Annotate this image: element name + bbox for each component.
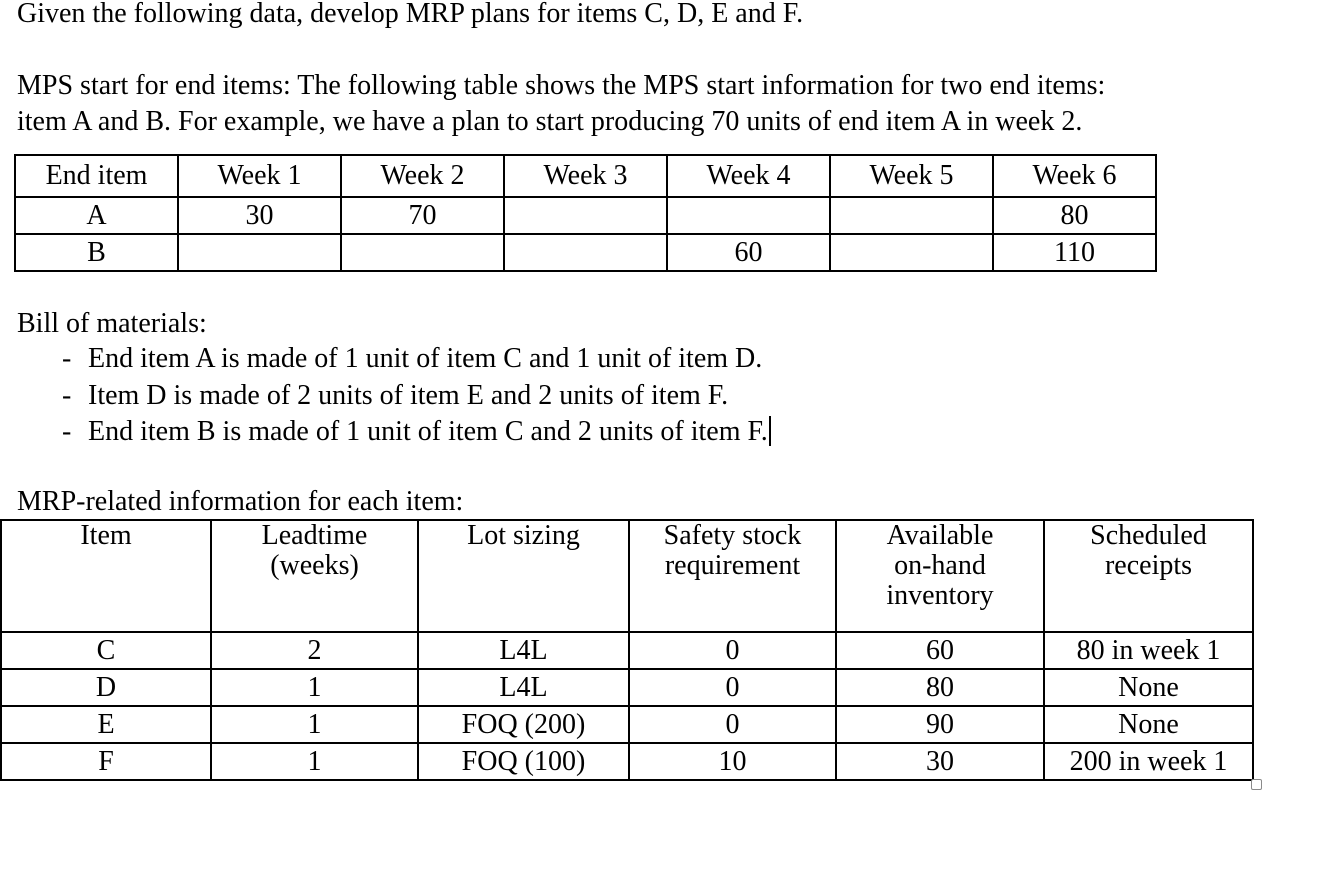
mrp-table [0, 519, 1254, 781]
mps-cell: 80 [993, 197, 1156, 234]
mrp-header-leadtime: Leadtime (weeks) [211, 520, 418, 632]
mps-cell [341, 234, 504, 271]
bullet-dash: - [62, 416, 72, 447]
mps-cell [504, 234, 667, 271]
table-resize-handle[interactable] [1251, 779, 1262, 790]
mps-header-week-2: Week 2 [341, 155, 504, 197]
bom-item-2 [62, 380, 728, 412]
mrp-cell: 0 [629, 669, 836, 706]
mrp-cell: None [1044, 706, 1253, 743]
mps-header-row [15, 155, 1156, 197]
mrp-cell: C [1, 632, 211, 669]
mps-cell: 70 [341, 197, 504, 234]
bom-item-1 [62, 343, 762, 375]
mrp-header-on-hand: Available on-hand inventory [836, 520, 1044, 632]
mps-cell [667, 197, 830, 234]
mrp-cell: D [1, 669, 211, 706]
mrp-cell: 0 [629, 706, 836, 743]
mps-table [14, 154, 1157, 272]
mps-cell: 30 [178, 197, 341, 234]
bom-item-3 [62, 416, 771, 448]
mrp-cell: 80 in week 1 [1044, 632, 1253, 669]
mrp-header-item: Item [1, 520, 211, 632]
mps-cell [178, 234, 341, 271]
mps-cell [830, 234, 993, 271]
mps-header-week-5: Week 5 [830, 155, 993, 197]
mrp-cell: F [1, 743, 211, 780]
bom-item-text: End item A is made of 1 unit of item C and 1 unit of item D. [88, 343, 763, 374]
mrp-cell: 0 [629, 632, 836, 669]
mps-cell: A [15, 197, 178, 234]
mrp-cell: FOQ (200) [418, 706, 629, 743]
bullet-dash: - [62, 380, 72, 411]
bom-title: Bill of materials: [17, 308, 207, 339]
mrp-header-scheduled-receipts: Scheduled receipts [1044, 520, 1253, 632]
mrp-cell: 1 [211, 669, 418, 706]
mrp-title: MRP-related information for each item: [17, 486, 464, 517]
mps-header-week-3: Week 3 [504, 155, 667, 197]
mps-header-week-4: Week 4 [667, 155, 830, 197]
bom-item-text: Item D is made of 2 units of item E and 2 units of item F. [88, 380, 729, 411]
mrp-cell: E [1, 706, 211, 743]
mrp-cell: L4L [418, 669, 629, 706]
bom-item-text: End item B is made of 1 unit of item C and 2 units of item F. [88, 416, 768, 447]
mrp-row-e [1, 706, 1253, 743]
mrp-cell: 1 [211, 706, 418, 743]
mrp-row-f [1, 743, 1253, 780]
mps-header-week-6: Week 6 [993, 155, 1156, 197]
mps-cell: B [15, 234, 178, 271]
intro-text: Given the following data, develop MRP plans for items C, D, E and F. [17, 0, 804, 29]
mps-row-a [15, 197, 1156, 234]
mps-cell [504, 197, 667, 234]
mps-cell: 110 [993, 234, 1156, 271]
mrp-cell: FOQ (100) [418, 743, 629, 780]
mps-description-line-2: item A and B. For example, we have a plan to start producing 70 units of end item A in week 2. [17, 106, 1083, 137]
mrp-cell: 80 [836, 669, 1044, 706]
mps-row-b [15, 234, 1156, 271]
mrp-row-d [1, 669, 1253, 706]
mrp-cell: None [1044, 669, 1253, 706]
mps-cell [830, 197, 993, 234]
mrp-cell: 1 [211, 743, 418, 780]
mps-cell: 60 [667, 234, 830, 271]
mrp-cell: 2 [211, 632, 418, 669]
mrp-row-c [1, 632, 1253, 669]
mrp-cell: 200 in week 1 [1044, 743, 1253, 780]
mrp-header-row [1, 520, 1253, 632]
mrp-cell: 30 [836, 743, 1044, 780]
text-cursor [769, 416, 771, 446]
mps-header-end-item: End item [15, 155, 178, 197]
mps-header-week-1: Week 1 [178, 155, 341, 197]
mrp-cell: L4L [418, 632, 629, 669]
mrp-header-safety-stock: Safety stock requirement [629, 520, 836, 632]
mrp-header-lot-sizing: Lot sizing [418, 520, 629, 632]
mrp-cell: 60 [836, 632, 1044, 669]
mps-description-line-1: MPS start for end items: The following table shows the MPS start information for two end items: [17, 70, 1106, 101]
mrp-cell: 90 [836, 706, 1044, 743]
mrp-cell: 10 [629, 743, 836, 780]
bullet-dash: - [62, 343, 72, 374]
